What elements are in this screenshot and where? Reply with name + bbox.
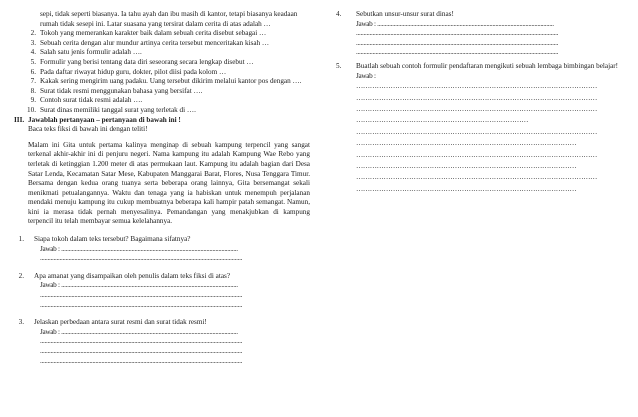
list-item <box>14 68 310 78</box>
question-item <box>336 62 626 72</box>
list-item <box>14 77 310 87</box>
answer-line[interactable]: …………………………………………………………………………………………… <box>356 104 598 113</box>
item-number: 7. <box>30 77 36 86</box>
question-text: Sebutkan unsur-unsur surat dinas! <box>356 10 454 18</box>
answer-line[interactable]: ....................................................................................................................................... <box>356 48 559 57</box>
question-block <box>336 10 626 58</box>
list-item <box>14 39 310 49</box>
instruction-text: Baca teks fiksi di bawah ini dengan teliti! <box>28 125 148 134</box>
question-number: 2. <box>18 271 24 280</box>
item-number: 2. <box>30 29 36 38</box>
item-number: 3. <box>30 38 36 47</box>
answer-line[interactable]: ………………………………………………………………… <box>356 116 529 125</box>
answer-label: Jawab : <box>356 71 376 80</box>
question-item <box>336 10 626 20</box>
list-item <box>14 106 310 116</box>
answer-line[interactable]: …………………………………………………………………………………… <box>356 184 577 193</box>
answer-line[interactable]: ....................................................................................................................................... <box>40 291 243 300</box>
item-number: 6. <box>30 67 36 76</box>
item-number: 5. <box>30 57 36 66</box>
question-number: 3. <box>18 318 24 327</box>
answer-line[interactable]: ....................................................................................................................................... <box>40 254 243 263</box>
item-text: Kakak sering mengirim uang padaku. Uang tersebut dikirim melalui kantor pos dengan …. <box>40 77 302 86</box>
item-text: Formulir yang berisi tentang data diri seseorang secara lengkap disebut … <box>40 57 254 66</box>
list-item <box>14 48 310 58</box>
answer-line[interactable]: Jawab : ...................................................................................................................... <box>356 19 554 28</box>
item-text: Sebuah cerita dengan alur mundur artinya cerita tersebut menceritakan kisah … <box>40 38 270 47</box>
item-text: Salah satu jenis formulir adalah …. <box>40 48 142 57</box>
question-number: 4. <box>336 10 342 18</box>
question-text: Apa amanat yang disampaikan oleh penulis dalam teks fiksi di atas? <box>34 271 231 280</box>
multiple-fill-list <box>14 29 310 115</box>
list-item <box>14 87 310 97</box>
section-title: Jawablah pertanyaan – pertanyaan di bawah ini ! <box>28 115 181 124</box>
item-text: Tokoh yang memerankan karakter baik dalam sebuah cerita disebut sebagai … <box>40 29 267 38</box>
intro-line: rumah tidak sesepi ini. Latar suasana yang tersirat dalam cerita di atas adalah … <box>40 19 271 28</box>
answer-line[interactable]: …………………………………………………………………………………………… <box>356 93 598 102</box>
section-number: III. <box>14 115 25 124</box>
answer-line[interactable]: …………………………………………………………………………………………… <box>356 127 598 136</box>
question-number: 5. <box>336 61 342 70</box>
answer-line[interactable]: Jawab : ...................................................................................................................... <box>40 244 238 253</box>
answer-line[interactable]: ....................................................................................................................................... <box>356 38 559 47</box>
question-block <box>14 318 310 366</box>
answer-line[interactable]: Jawab : ...................................................................................................................... <box>40 327 238 336</box>
list-item <box>14 29 310 39</box>
question-block <box>14 272 310 310</box>
fiction-passage: Malam ini Gita untuk pertama kalinya menginap di sebuah kampung terpencil yang sangat terkenal akhir-akhir ini di penjuru negeri. Nama kampung itu adalah Kampung Wae Rebo yang terletak di ketinggian 1.200 meter di atas permukaan laut. Kampung itu adalah bagian dari Desa Satar Lenda, Kecamatan Satar Mese, Kabupaten Manggarai Barat, Flores, Nusa Tenggara Timur. Bersama dengan kedua orang tuanya serta beberapa orang lainnya, Gita bersemangat sekali menikmati petualangannya. Waktu dan tenaga yang ia habiskan untuk menempuh perjalanan mendaki menuju kampung itu cukup membuatnya beberapa kali hampir patah semangat. Namun, kini ia merasa tidak pernah menyesalinya. Pemandangan yang menakjubkan di kampung terpencil itu telah membayar semua kelelahannya. <box>28 140 310 226</box>
question-block <box>336 62 626 195</box>
item-number: 8. <box>30 86 36 95</box>
question-item <box>14 235 310 245</box>
answer-line[interactable]: ....................................................................................................................................... <box>40 337 243 346</box>
answer-line[interactable]: …………………………………………………………………………………… <box>356 139 577 148</box>
item-text: Contoh surat tidak resmi adalah …. <box>40 96 143 105</box>
question-item <box>14 272 310 282</box>
question-item <box>14 318 310 328</box>
item-number: 4. <box>30 48 36 57</box>
left-column <box>14 10 310 366</box>
item-text: Surat tidak resmi menggunakan bahasa yang bersifat …. <box>40 86 203 95</box>
question-block <box>14 235 310 264</box>
answer-line[interactable]: ....................................................................................................................................... <box>356 29 559 38</box>
answer-line[interactable]: …………………………………………………………………………………………… <box>356 150 598 159</box>
item-number: 10. <box>27 105 36 114</box>
answer-line[interactable]: ....................................................................................................................................... <box>40 356 243 365</box>
item-text: Surat dinas memiliki tanggal surat yang terletak di …. <box>40 105 196 114</box>
answer-line[interactable]: ....................................................................................................................................... <box>40 300 243 309</box>
section-heading <box>14 116 310 126</box>
question-text: Jelaskan perbedaan antara surat resmi dan surat tidak resmi! <box>34 318 207 327</box>
right-column <box>336 10 626 195</box>
answer-line[interactable]: …………………………………………………………………………………………… <box>356 82 598 91</box>
answer-line[interactable]: …………………………………………………………………………………………… <box>356 173 598 182</box>
answer-line[interactable]: Jawab : ...................................................................................................................... <box>40 281 238 290</box>
question-text: Buatlah sebuah contoh formulir pendaftaran mengikuti sebuah lembaga bimbingan belajar! <box>356 61 619 70</box>
question-text: Siapa tokoh dalam teks tersebut? Bagaimana sifatnya? <box>34 235 191 244</box>
intro-line: sepi, tidak seperti biasanya. Ia tahu ayah dan ibu masih di kantor, tetapi biasanya keadaan <box>40 10 298 18</box>
answer-line[interactable]: ....................................................................................................................................... <box>40 347 243 355</box>
list-item <box>14 96 310 106</box>
question-number: 1. <box>18 235 24 244</box>
list-item <box>14 58 310 68</box>
item-number: 9. <box>30 96 36 105</box>
item-text: Pada daftar riwayat hidup guru, dokter, pilot diisi pada kolom … <box>40 67 227 76</box>
answer-line[interactable]: …………………………………………………………………………………… <box>356 162 577 170</box>
